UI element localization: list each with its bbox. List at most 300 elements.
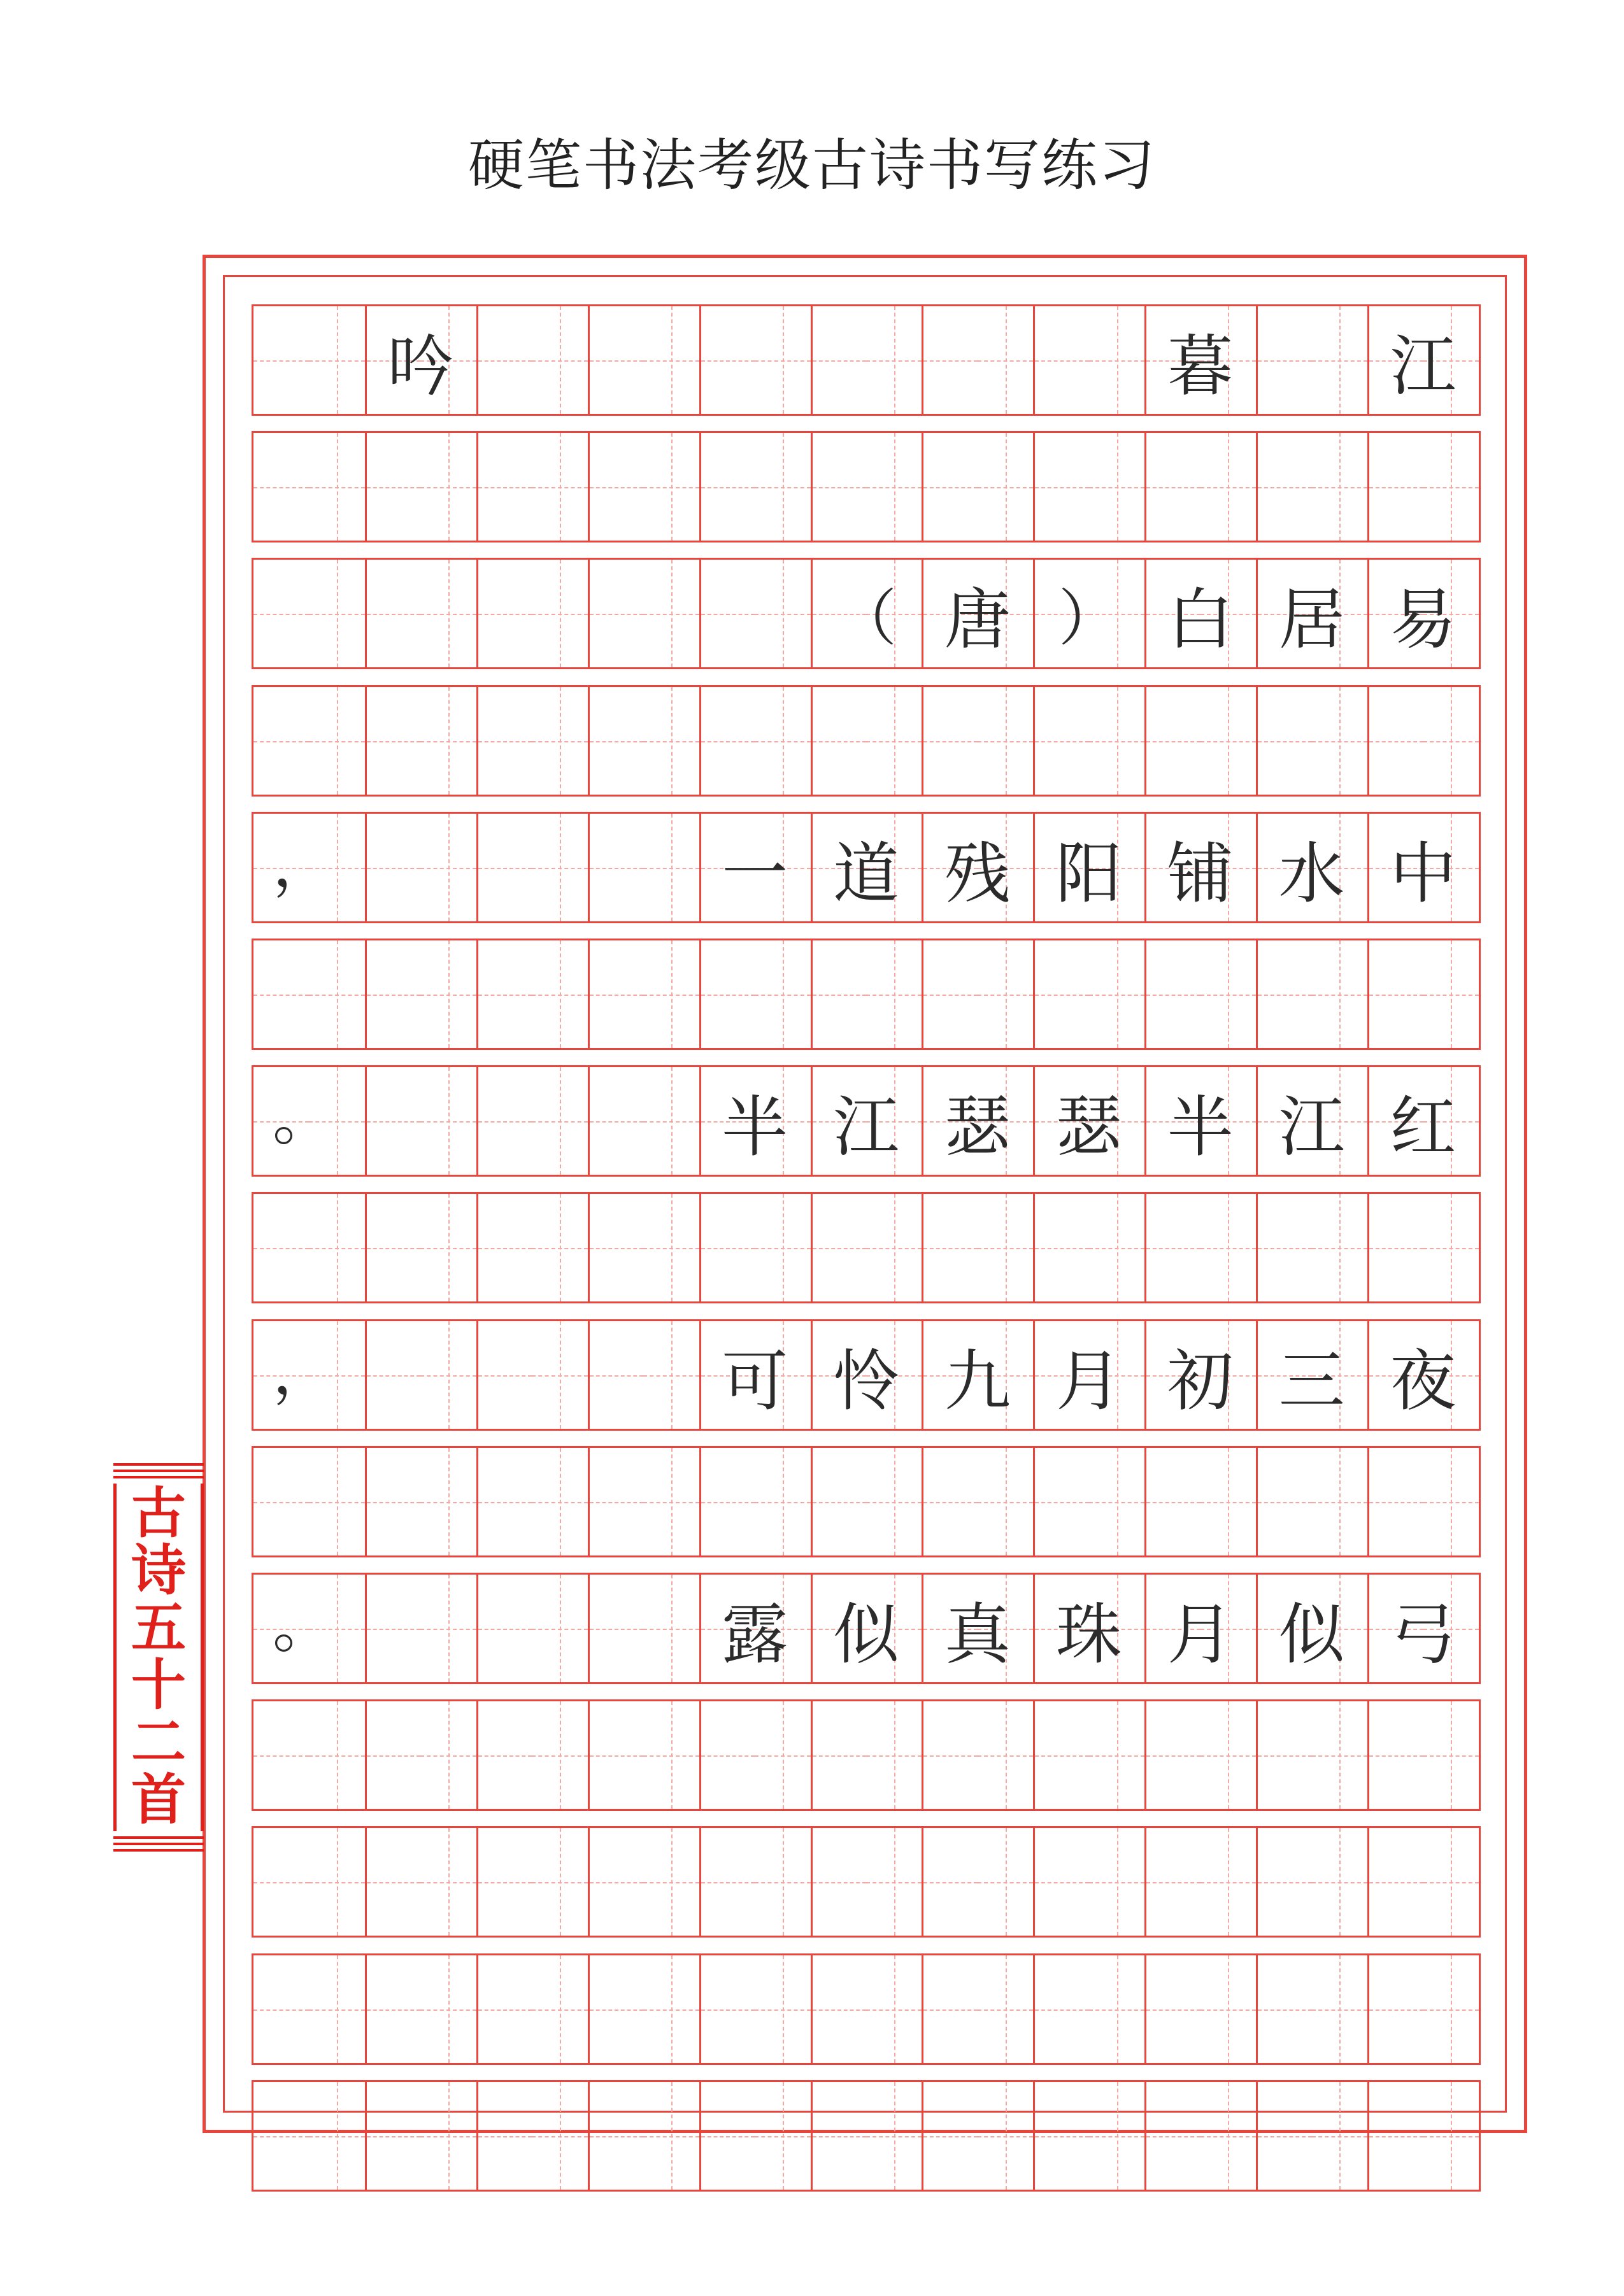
grid-cell — [1367, 940, 1423, 1048]
grid-cell — [643, 1321, 699, 1429]
grid-cell — [476, 1575, 532, 1682]
guide-line — [420, 2136, 476, 2137]
grid-cell — [1144, 1194, 1200, 1301]
grid-cell — [1312, 940, 1367, 1048]
guide-line — [1146, 1502, 1200, 1503]
guide-line — [1200, 1882, 1256, 1883]
guide-line — [923, 1755, 977, 1757]
guide-line — [532, 1502, 587, 1503]
grid-character-text: 暮 — [1167, 327, 1234, 405]
guide-line — [478, 2009, 532, 2011]
guide-line — [478, 1121, 532, 1123]
guide-line — [755, 2009, 810, 2011]
grid-cell — [1312, 1194, 1367, 1301]
grid-cell — [1144, 1701, 1200, 1809]
guide-line — [532, 2136, 587, 2137]
guide-line — [1089, 2009, 1144, 2011]
side-label-char: 五 — [131, 1596, 186, 1660]
guide-line — [923, 1502, 977, 1503]
guide-line — [813, 2009, 866, 2011]
grid-character — [1256, 1575, 1367, 1682]
guide-line — [367, 2136, 420, 2137]
grid-cell — [309, 687, 364, 795]
grid-cell — [476, 1448, 532, 1555]
guide-line — [1146, 2009, 1200, 2011]
guide-line — [701, 1882, 755, 1883]
grid-cell — [978, 1701, 1033, 1809]
grid-cell — [588, 1955, 643, 2063]
grid-cell — [365, 940, 420, 1048]
guide-line — [367, 1375, 420, 1377]
guide-line — [478, 360, 532, 362]
guide-line — [701, 2009, 755, 2011]
guide-line — [590, 614, 643, 615]
guide-line — [532, 1755, 587, 1757]
grid-cell — [643, 433, 699, 541]
grid-row — [252, 1699, 1481, 1811]
grid-cell — [1256, 1828, 1311, 1936]
guide-line — [532, 360, 587, 362]
guide-line — [478, 487, 532, 488]
guide-line — [813, 360, 866, 362]
grid-character-text: （ — [835, 583, 897, 654]
guide-line — [1146, 1248, 1200, 1249]
grid-cell — [755, 1955, 810, 2063]
guide-line — [701, 487, 755, 488]
grid-character-text: 居 — [1278, 580, 1345, 658]
guide-line — [643, 1502, 699, 1503]
guide-line — [1423, 1755, 1479, 1757]
grid-character-text: 残 — [944, 834, 1011, 912]
guide-line — [1089, 487, 1144, 488]
grid-cell — [1200, 940, 1256, 1048]
grid-cell — [1423, 1828, 1479, 1936]
grid-character-text: 初 — [1167, 1342, 1234, 1420]
guide-line — [367, 1502, 420, 1503]
guide-line — [1035, 1755, 1088, 1757]
guide-line — [367, 1629, 420, 1630]
grid-character-text: 半 — [1167, 1088, 1234, 1166]
grid-cell — [811, 687, 866, 795]
guide-line — [309, 741, 364, 742]
grid-cell — [1033, 433, 1088, 541]
grid-character — [699, 814, 811, 921]
grid-character-text: 道 — [832, 834, 899, 912]
guide-line — [253, 614, 309, 615]
guide-line — [532, 1629, 587, 1630]
guide-line — [309, 360, 364, 362]
grid-cell — [1089, 2082, 1144, 2190]
guide-line — [755, 614, 810, 615]
grid-cell — [1089, 433, 1144, 541]
guide-line — [420, 1629, 476, 1630]
grid-character-text: 夜 — [1390, 1342, 1457, 1420]
grid-cell — [755, 560, 810, 667]
guide-line — [978, 1755, 1033, 1757]
guide-line — [1035, 1882, 1088, 1883]
grid-character-text: 九 — [944, 1342, 1011, 1420]
grid-cell — [420, 1321, 476, 1429]
guide-line — [866, 1755, 922, 1757]
guide-line — [367, 487, 420, 488]
grid-character — [699, 1321, 811, 1429]
guide-line — [532, 868, 587, 869]
guide-line — [253, 360, 309, 362]
guide-line — [532, 1882, 587, 1883]
grid-cell — [1033, 1701, 1088, 1809]
grid-row — [252, 431, 1481, 542]
grid-cell — [811, 940, 866, 1048]
guide-line — [590, 868, 643, 869]
grid-cell — [1089, 1194, 1144, 1301]
guide-line — [813, 741, 866, 742]
guide-line — [1258, 360, 1311, 362]
grid-character — [1256, 1321, 1367, 1429]
grid-character-text: 江 — [1390, 327, 1457, 405]
guide-line — [755, 360, 810, 362]
guide-line — [643, 995, 699, 996]
guide-line — [1369, 1755, 1423, 1757]
guide-line — [253, 2009, 309, 2011]
guide-line — [590, 1121, 643, 1123]
guide-line — [420, 741, 476, 742]
grid-cell — [588, 940, 643, 1048]
guide-line — [253, 1248, 309, 1249]
guide-line — [1089, 1882, 1144, 1883]
grid-cell — [365, 2082, 420, 2190]
grid-cell — [420, 1828, 476, 1936]
grid-character-text: 水 — [1278, 834, 1345, 912]
grid-character-text: ， — [273, 1336, 334, 1408]
grid-character — [922, 560, 1033, 667]
guide-line — [478, 1755, 532, 1757]
guide-line — [532, 741, 587, 742]
guide-line — [367, 1248, 420, 1249]
guide-line — [1312, 1502, 1367, 1503]
guide-line — [1312, 487, 1367, 488]
guide-line — [309, 2009, 364, 2011]
guide-line — [1200, 1248, 1256, 1249]
guide-line — [590, 1502, 643, 1503]
grid-cell — [699, 687, 755, 795]
guide-line — [1089, 995, 1144, 996]
grid-cell — [755, 1194, 810, 1301]
grid-cell — [643, 1701, 699, 1809]
guide-line — [1423, 1248, 1479, 1249]
grid-cell — [811, 1955, 866, 2063]
grid-cell — [1256, 1701, 1311, 1809]
grid-cell — [643, 1194, 699, 1301]
guide-line — [590, 2009, 643, 2011]
grid-cell — [1312, 2082, 1367, 2190]
grid-cell — [253, 1828, 309, 1936]
grid-character-text: 易 — [1390, 580, 1457, 658]
grid-character — [699, 1067, 811, 1175]
grid-cell — [476, 1194, 532, 1301]
grid-cell — [309, 1828, 364, 1936]
grid-cell — [1144, 433, 1200, 541]
grid-cell — [1033, 306, 1088, 414]
guide-line — [813, 1502, 866, 1503]
guide-line — [253, 995, 309, 996]
grid-character-text: 瑟 — [944, 1088, 1011, 1166]
grid-character-text: 江 — [832, 1088, 899, 1166]
guide-line — [813, 2136, 866, 2137]
guide-line — [643, 1882, 699, 1883]
guide-line — [1089, 1502, 1144, 1503]
label-left-line — [113, 1484, 117, 1831]
guide-line — [978, 360, 1033, 362]
guide-line — [1035, 2136, 1088, 2137]
grid-cell — [755, 2082, 810, 2190]
grid-character — [1033, 560, 1144, 667]
grid-cell — [253, 433, 309, 541]
grid-character — [1144, 1575, 1256, 1682]
grid-cell — [1367, 1448, 1423, 1555]
grid-cell — [699, 1194, 755, 1301]
grid-character-text: 真 — [944, 1595, 1011, 1673]
grid-cell — [1144, 1828, 1200, 1936]
grid-cell — [588, 687, 643, 795]
grid-cell — [978, 1448, 1033, 1555]
grid-cell — [1367, 2082, 1423, 2190]
grid-cell — [309, 2082, 364, 2190]
grid-cell — [1200, 2082, 1256, 2190]
guide-line — [866, 487, 922, 488]
grid-row — [252, 1953, 1481, 2065]
grid-cell — [1200, 687, 1256, 795]
grid-cell — [1256, 2082, 1311, 2190]
grid-cell — [365, 1575, 420, 1682]
grid-cell — [922, 1194, 977, 1301]
guide-line — [866, 1502, 922, 1503]
grid-cell — [811, 1701, 866, 1809]
grid-cell — [699, 560, 755, 667]
grid-cell — [1423, 1448, 1479, 1555]
guide-line — [253, 487, 309, 488]
guide-line — [367, 1882, 420, 1883]
guide-line — [253, 1502, 309, 1503]
grid-cell — [1256, 433, 1311, 541]
grid-cell — [643, 560, 699, 667]
guide-line — [1423, 1502, 1479, 1503]
grid-character-text: 红 — [1390, 1088, 1457, 1166]
guide-line — [1035, 360, 1088, 362]
grid-cell — [476, 940, 532, 1048]
side-label-char: 二 — [131, 1711, 186, 1775]
grid-character-text: 珠 — [1055, 1595, 1122, 1673]
grid-cell — [1256, 687, 1311, 795]
grid-cell — [1033, 1955, 1088, 2063]
grid-cell — [978, 2082, 1033, 2190]
grid-cell — [365, 433, 420, 541]
guide-line — [1423, 995, 1479, 996]
grid-character — [699, 1575, 811, 1682]
grid-cell — [476, 2082, 532, 2190]
guide-line — [701, 1755, 755, 1757]
guide-line — [1312, 995, 1367, 996]
grid-cell — [532, 306, 587, 414]
guide-line — [1258, 1882, 1311, 1883]
grid-cell — [476, 1067, 532, 1175]
grid-character — [253, 814, 365, 921]
guide-line — [1258, 741, 1311, 742]
guide-line — [478, 1882, 532, 1883]
guide-line — [866, 1882, 922, 1883]
guide-line — [1200, 2009, 1256, 2011]
guide-line — [1146, 487, 1200, 488]
guide-line — [420, 1755, 476, 1757]
grid-character — [1033, 1067, 1144, 1175]
grid-cell — [309, 1448, 364, 1555]
grid-cell — [922, 1955, 977, 2063]
grid-cell — [588, 560, 643, 667]
guide-line — [420, 1248, 476, 1249]
guide-line — [309, 1755, 364, 1757]
grid-cell — [1200, 1955, 1256, 2063]
grid-cell — [699, 1828, 755, 1936]
guide-line — [420, 1502, 476, 1503]
grid-cell — [1367, 1194, 1423, 1301]
grid-character — [922, 1067, 1033, 1175]
grid-cell — [532, 1701, 587, 1809]
side-label-char: 十 — [131, 1654, 186, 1717]
guide-line — [1423, 2136, 1479, 2137]
guide-line — [701, 360, 755, 362]
grid-cell — [365, 1194, 420, 1301]
grid-cell — [476, 1955, 532, 2063]
grid-cell — [420, 1701, 476, 1809]
grid-cell — [1200, 1448, 1256, 1555]
guide-line — [367, 1121, 420, 1123]
guide-line — [755, 1882, 810, 1883]
grid-cell — [755, 1828, 810, 1936]
grid-cell — [420, 433, 476, 541]
grid-character — [1367, 560, 1479, 667]
guide-line — [309, 487, 364, 488]
guide-line — [478, 995, 532, 996]
grid-cell — [309, 1194, 364, 1301]
grid-cell — [532, 940, 587, 1048]
grid-cell — [365, 1448, 420, 1555]
guide-line — [532, 1121, 587, 1123]
grid-cell — [978, 306, 1033, 414]
guide-line — [643, 614, 699, 615]
grid-cell — [1312, 1955, 1367, 2063]
grid-cell — [1367, 1701, 1423, 1809]
grid-cell — [1200, 1701, 1256, 1809]
grid-cell — [1256, 1194, 1311, 1301]
guide-line — [309, 995, 364, 996]
guide-line — [367, 741, 420, 742]
grid-character-text: 半 — [722, 1088, 788, 1166]
guide-line — [643, 1121, 699, 1123]
guide-line — [866, 360, 922, 362]
guide-line — [923, 2136, 977, 2137]
guide-line — [1035, 741, 1088, 742]
grid-cell — [922, 2082, 977, 2190]
guide-line — [1089, 360, 1144, 362]
guide-line — [1369, 1248, 1423, 1249]
guide-line — [420, 995, 476, 996]
grid-row — [252, 1446, 1481, 1557]
grid-cell — [420, 1955, 476, 2063]
guide-line — [643, 868, 699, 869]
grid-row — [252, 1192, 1481, 1303]
guide-line — [367, 614, 420, 615]
grid-cell — [1312, 1448, 1367, 1555]
grid-row — [252, 1065, 1481, 1177]
grid-character — [1144, 1321, 1256, 1429]
grid-cell — [1144, 687, 1200, 795]
grid-cell — [1423, 687, 1479, 795]
grid-cell — [532, 1194, 587, 1301]
guide-line — [701, 995, 755, 996]
guide-line — [590, 1882, 643, 1883]
guide-line — [367, 995, 420, 996]
grid-cell — [1312, 1828, 1367, 1936]
guide-line — [1200, 1755, 1256, 1757]
grid-cell — [532, 1575, 587, 1682]
grid-character — [1144, 560, 1256, 667]
grid-character-text: 中 — [1390, 834, 1457, 912]
grid-cell — [755, 687, 810, 795]
guide-line — [1423, 487, 1479, 488]
guide-line — [978, 1248, 1033, 1249]
guide-line — [532, 487, 587, 488]
grid-cell — [699, 1448, 755, 1555]
grid-cell — [643, 306, 699, 414]
label-top-bar — [113, 1476, 204, 1478]
label-bottom-bar — [113, 1836, 204, 1839]
guide-line — [813, 995, 866, 996]
grid-character — [1144, 814, 1256, 921]
guide-line — [309, 2136, 364, 2137]
grid-character — [1367, 1575, 1479, 1682]
grid-cell — [1144, 1955, 1200, 2063]
grid-cell — [1033, 1448, 1088, 1555]
side-label-text — [122, 1482, 195, 1832]
guide-line — [1312, 1755, 1367, 1757]
guide-line — [755, 1755, 810, 1757]
guide-line — [1369, 741, 1423, 742]
grid-character — [811, 1067, 922, 1175]
grid-cell — [532, 1828, 587, 1936]
guide-line — [978, 741, 1033, 742]
grid-cell — [420, 2082, 476, 2190]
grid-cell — [1089, 687, 1144, 795]
guide-line — [1258, 2009, 1311, 2011]
guide-line — [701, 1248, 755, 1249]
guide-line — [755, 995, 810, 996]
grid-cell — [1200, 433, 1256, 541]
guide-line — [532, 995, 587, 996]
grid-cell — [699, 2082, 755, 2190]
guide-line — [478, 1502, 532, 1503]
grid-cell — [1033, 1828, 1088, 1936]
grid-cell — [253, 940, 309, 1048]
grid-character — [1367, 306, 1479, 414]
guide-line — [532, 1248, 587, 1249]
grid-character-text: 三 — [1278, 1342, 1345, 1420]
grid-cell — [978, 1828, 1033, 1936]
grid-character-text: 白 — [1167, 580, 1234, 658]
grid-cell — [866, 1955, 922, 2063]
grid-character — [1256, 814, 1367, 921]
grid-cell — [1256, 1955, 1311, 2063]
grid-cell — [811, 433, 866, 541]
guide-line — [923, 741, 977, 742]
